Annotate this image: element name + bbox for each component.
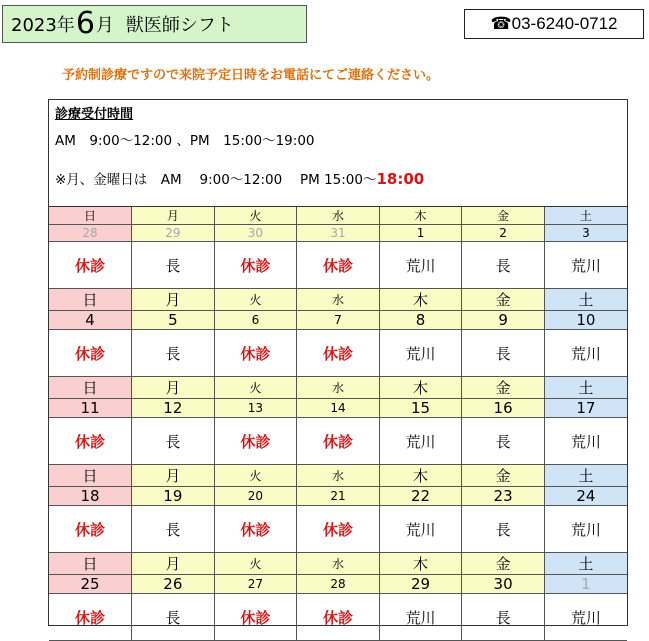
- date-cell: 23: [462, 487, 545, 506]
- date-cell: 27: [214, 575, 297, 594]
- weekday-cell: 日: [49, 207, 132, 225]
- weekday-cell: 土: [544, 377, 627, 399]
- shift-cell: 休診: [297, 242, 380, 289]
- shift-cell: 休診: [49, 594, 132, 641]
- date-cell: 1: [379, 225, 462, 242]
- calendar-table: [49, 207, 627, 641]
- weekday-cell: 火: [214, 377, 297, 399]
- shift-cell: 休診: [214, 594, 297, 641]
- weekday-cell: 木: [379, 207, 462, 225]
- shift-cell: 荒川: [544, 594, 627, 641]
- date-cell: 10: [544, 311, 627, 330]
- shift-calendar: [48, 99, 628, 626]
- shift-cell: 長: [462, 418, 545, 465]
- weekday-cell: 木: [379, 553, 462, 575]
- weekday-cell: 水: [297, 377, 380, 399]
- shift-cell: 休診: [49, 418, 132, 465]
- weekday-cell: 木: [379, 377, 462, 399]
- shift-cell: 長: [132, 506, 215, 553]
- date-cell: 22: [379, 487, 462, 506]
- date-cell: 29: [379, 575, 462, 594]
- title-banner: [2, 5, 307, 43]
- date-cell: 7: [297, 311, 380, 330]
- date-cell: 9: [462, 311, 545, 330]
- weekday-cell: 金: [462, 207, 545, 225]
- weekday-cell: 日: [49, 553, 132, 575]
- reception-hours: [49, 100, 627, 207]
- reception-hours-text: AM 9:00～12:00 、PM 15:00～19:00: [55, 133, 315, 149]
- shift-cell: 荒川: [544, 418, 627, 465]
- shift-cell: 長: [462, 330, 545, 377]
- shift-cell: 長: [132, 418, 215, 465]
- weekday-cell: 金: [462, 289, 545, 311]
- weekday-cell: 金: [462, 377, 545, 399]
- shift-cell: 荒川: [379, 594, 462, 641]
- special-hours-end: 18:00: [376, 170, 425, 188]
- date-cell: 2: [462, 225, 545, 242]
- weekday-cell: 火: [214, 465, 297, 487]
- date-cell: 16: [462, 399, 545, 418]
- date-cell: 31: [297, 225, 380, 242]
- shift-cell: 荒川: [379, 506, 462, 553]
- date-cell: 12: [132, 399, 215, 418]
- title-month-number: 6: [75, 6, 95, 41]
- shift-cell: 長: [132, 330, 215, 377]
- weekday-cell: 日: [49, 377, 132, 399]
- weekday-cell: 金: [462, 465, 545, 487]
- phone-number: ☎03-6240-0712: [464, 9, 644, 39]
- weekday-cell: 水: [297, 289, 380, 311]
- date-cell: 5: [132, 311, 215, 330]
- date-cell: 21: [297, 487, 380, 506]
- weekday-cell: 火: [214, 289, 297, 311]
- date-cell: 30: [214, 225, 297, 242]
- date-cell: 14: [297, 399, 380, 418]
- weekday-cell: 土: [544, 553, 627, 575]
- shift-cell: 休診: [297, 330, 380, 377]
- date-cell: 19: [132, 487, 215, 506]
- weekday-cell: 水: [297, 553, 380, 575]
- date-cell: 24: [544, 487, 627, 506]
- weekday-cell: 木: [379, 289, 462, 311]
- title-year: 2023年: [11, 15, 75, 36]
- weekday-cell: 土: [544, 465, 627, 487]
- shift-cell: 休診: [297, 506, 380, 553]
- shift-cell: 休診: [49, 506, 132, 553]
- shift-cell: 長: [132, 594, 215, 641]
- shift-cell: 荒川: [544, 330, 627, 377]
- weekday-cell: 月: [132, 289, 215, 311]
- date-cell: 13: [214, 399, 297, 418]
- shift-cell: 荒川: [379, 330, 462, 377]
- shift-cell: 長: [132, 242, 215, 289]
- shift-cell: 休診: [214, 418, 297, 465]
- date-cell: 28: [297, 575, 380, 594]
- weekday-cell: 火: [214, 207, 297, 225]
- date-cell: 30: [462, 575, 545, 594]
- shift-cell: 荒川: [379, 418, 462, 465]
- shift-cell: 休診: [297, 418, 380, 465]
- shift-cell: 休診: [49, 242, 132, 289]
- shift-cell: 長: [462, 594, 545, 641]
- weekday-cell: 水: [297, 207, 380, 225]
- weekday-cell: 金: [462, 553, 545, 575]
- shift-cell: 長: [462, 242, 545, 289]
- shift-cell: 休診: [214, 242, 297, 289]
- shift-cell: 荒川: [544, 242, 627, 289]
- weekday-cell: 月: [132, 377, 215, 399]
- weekday-cell: 日: [49, 465, 132, 487]
- shift-cell: 休診: [49, 330, 132, 377]
- weekday-cell: 土: [544, 207, 627, 225]
- weekday-cell: 木: [379, 465, 462, 487]
- shift-cell: 休診: [214, 330, 297, 377]
- title-text: 獣医師シフト: [125, 15, 234, 36]
- date-cell: 20: [214, 487, 297, 506]
- shift-cell: 荒川: [544, 506, 627, 553]
- special-hours-text: [55, 168, 621, 188]
- weekday-cell: 水: [297, 465, 380, 487]
- shift-cell: 長: [462, 506, 545, 553]
- date-cell: 17: [544, 399, 627, 418]
- weekday-cell: 火: [214, 553, 297, 575]
- date-cell: 29: [132, 225, 215, 242]
- date-cell: 18: [49, 487, 132, 506]
- weekday-cell: 日: [49, 289, 132, 311]
- date-cell: 1: [544, 575, 627, 594]
- date-cell: 3: [544, 225, 627, 242]
- reception-hours-heading: 診療受付時間: [55, 107, 134, 122]
- title-month-suffix: 月: [95, 15, 114, 36]
- weekday-cell: 月: [132, 465, 215, 487]
- shift-cell: 休診: [297, 594, 380, 641]
- date-cell: 11: [49, 399, 132, 418]
- date-cell: 25: [49, 575, 132, 594]
- shift-cell: 荒川: [379, 242, 462, 289]
- weekday-cell: 土: [544, 289, 627, 311]
- date-cell: 26: [132, 575, 215, 594]
- weekday-cell: 月: [132, 553, 215, 575]
- date-cell: 6: [214, 311, 297, 330]
- special-hours-prefix: ※月、金曜日は AM 9:00～12:00 PM 15:00～: [55, 172, 377, 188]
- date-cell: 8: [379, 311, 462, 330]
- weekday-cell: 月: [132, 207, 215, 225]
- reservation-notice: 予約制診療ですので来院予定日時をお電話にてご連絡ください。: [62, 68, 440, 83]
- shift-cell: 休診: [214, 506, 297, 553]
- date-cell: 28: [49, 225, 132, 242]
- date-cell: 15: [379, 399, 462, 418]
- date-cell: 4: [49, 311, 132, 330]
